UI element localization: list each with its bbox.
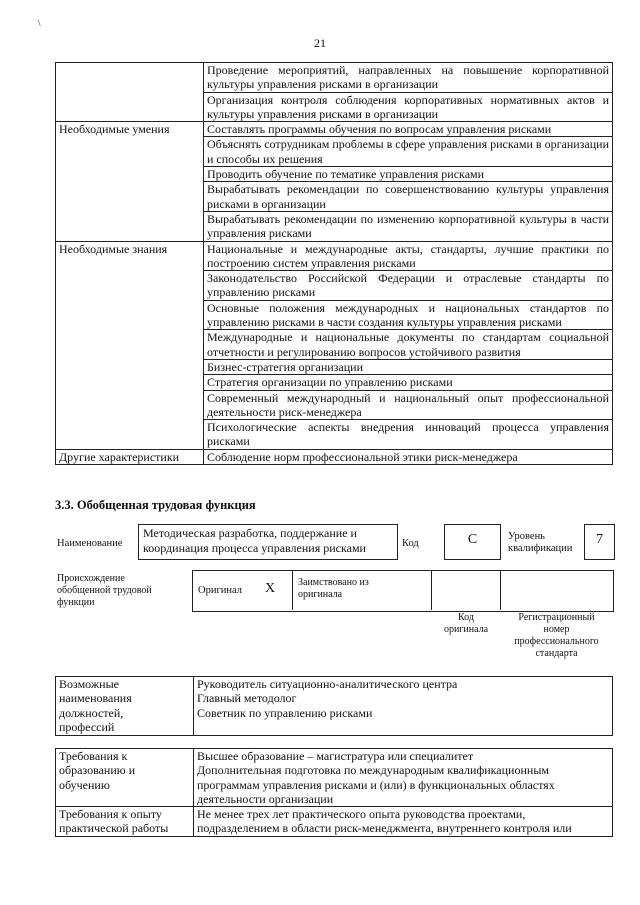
education-value	[194, 749, 613, 807]
row-item: Международные и национальные документы по стандартам социальной отчетности и регулированию вопросов устойчивого развития	[204, 330, 613, 360]
borrowed-label-1: Заимствовано из	[298, 577, 369, 588]
experience-value-line: Не менее трех лет практического опыта руководства проектами,	[197, 807, 526, 822]
position-item: Главный методолог	[197, 691, 297, 706]
positions-values	[194, 677, 613, 736]
page-number: 21	[314, 36, 326, 50]
origin-divider-3	[500, 570, 501, 610]
borrowed-label-2: оригинала	[298, 589, 343, 600]
code-value: C	[467, 532, 478, 547]
education-value-line: Дополнительная подготовка по международным квалификационным	[197, 763, 549, 778]
reg-number-3: профессионального	[514, 636, 599, 647]
experience-value-line: подразделением в области риск-менеджмента, внутреннего контроля или	[197, 821, 572, 836]
row-item: Организация контроля соблюдения корпоративных нормативных актов и культуры управления рисками в организации	[204, 92, 613, 122]
row-item: Соблюдение норм профессиональной этики риск-менеджера	[204, 449, 613, 464]
row-label: Необходимые знания	[56, 241, 204, 449]
table-row	[56, 122, 613, 137]
positions-label-line: профессий	[59, 719, 115, 734]
origin-divider-2	[431, 570, 432, 610]
experience-label	[56, 807, 194, 837]
corner-mark: \	[38, 18, 41, 28]
education-label	[56, 749, 194, 807]
requirements-table	[55, 748, 613, 837]
reg-number-4: стандарта	[535, 648, 578, 659]
level-label-2: квалификации	[508, 543, 573, 554]
table-row	[56, 241, 613, 271]
row-item: Стратегия организации по управлению рисками	[204, 375, 613, 390]
name-value-line1: Методическая разработка, поддержание и	[143, 526, 357, 540]
code-original-2: оригинала	[443, 624, 489, 635]
original-label: Оригинал	[198, 585, 242, 596]
origin-box	[192, 570, 614, 612]
education-label-line: образованию и	[59, 763, 136, 778]
section-title: 3.3. Обобщенная трудовая функция	[55, 498, 256, 512]
row-item: Основные положения международных и национальных стандартов по управлению рисками в части создания культуры управления рисками	[204, 300, 613, 330]
position-item: Руководитель ситуационно-аналитического центра	[197, 677, 458, 691]
row-item: Бизнес-стратегия организации	[204, 359, 613, 374]
positions-label-line: Возможные	[59, 677, 119, 691]
row-item: Психологические аспекты внедрения инноваций процесса управления рисками	[204, 420, 613, 450]
positions-label-line: наименования	[59, 691, 132, 706]
code-label: Код	[402, 538, 419, 549]
reg-number-1: Регистрационный	[518, 612, 595, 623]
row-item: Национальные и международные акты, стандарты, лучшие практики по построению систем управления рисками	[204, 241, 613, 271]
education-value-line: Высшее образование – магистратура или специалитет	[197, 749, 474, 763]
education-value-line: программам управления рисками и (или) в функциональных областях	[197, 777, 555, 792]
positions-label	[56, 677, 194, 736]
name-label: Наименование	[57, 538, 123, 549]
row-item: Составлять программы обучения по вопросам управления рисками	[204, 122, 613, 137]
row-item: Проведение мероприятий, направленных на повышение корпоративной культуры управления рисками в организации	[204, 63, 613, 93]
row-label: Другие характеристики	[56, 449, 204, 464]
positions-label-line: должностей,	[59, 705, 124, 720]
education-value-line: деятельности организации	[197, 791, 334, 806]
code-original-1: Код	[458, 612, 474, 623]
experience-value	[194, 807, 613, 837]
origin-label-1: Происхождение	[57, 573, 125, 584]
education-label-line: обучению	[59, 777, 110, 792]
competency-table	[55, 62, 613, 465]
row-item: Проводить обучение по тематике управления рисками	[204, 167, 613, 182]
origin-divider-1	[292, 570, 293, 610]
level-value: 7	[596, 532, 603, 547]
table-row	[56, 63, 613, 93]
row-item: Законодательство Российской Федерации и отраслевые стандарты по управлению рисками	[204, 271, 613, 301]
row-label: Необходимые умения	[56, 122, 204, 241]
experience-label-line: практической работы	[59, 821, 169, 836]
experience-label-line: Требования к опыту	[59, 807, 162, 822]
position-item: Советник по управлению рисками	[197, 705, 373, 720]
row-item: Вырабатывать рекомендации по совершенствованию культуры управления рисками в организации	[204, 182, 613, 212]
original-mark: X	[265, 581, 276, 596]
origin-label-2: обобщенной трудовой	[57, 585, 152, 596]
row-item: Современный международный и национальный опыт профессиональной деятельности риск-менеджера	[204, 390, 613, 420]
row-item: Объяснять сотрудникам проблемы в сфере управления рисками в организации и способы их решения	[204, 137, 613, 167]
table-row	[56, 449, 613, 464]
positions-table	[55, 676, 613, 736]
education-label-line: Требования к	[59, 749, 128, 763]
reg-number-2: номер	[543, 624, 570, 635]
level-label-1: Уровень	[508, 531, 545, 542]
origin-label-3: функции	[57, 597, 95, 608]
name-value-line2: координация процесса управления рисками	[143, 541, 366, 555]
row-item: Вырабатывать рекомендации по изменению корпоративной культуры в части управления рисками	[204, 211, 613, 241]
row-label	[56, 63, 204, 122]
